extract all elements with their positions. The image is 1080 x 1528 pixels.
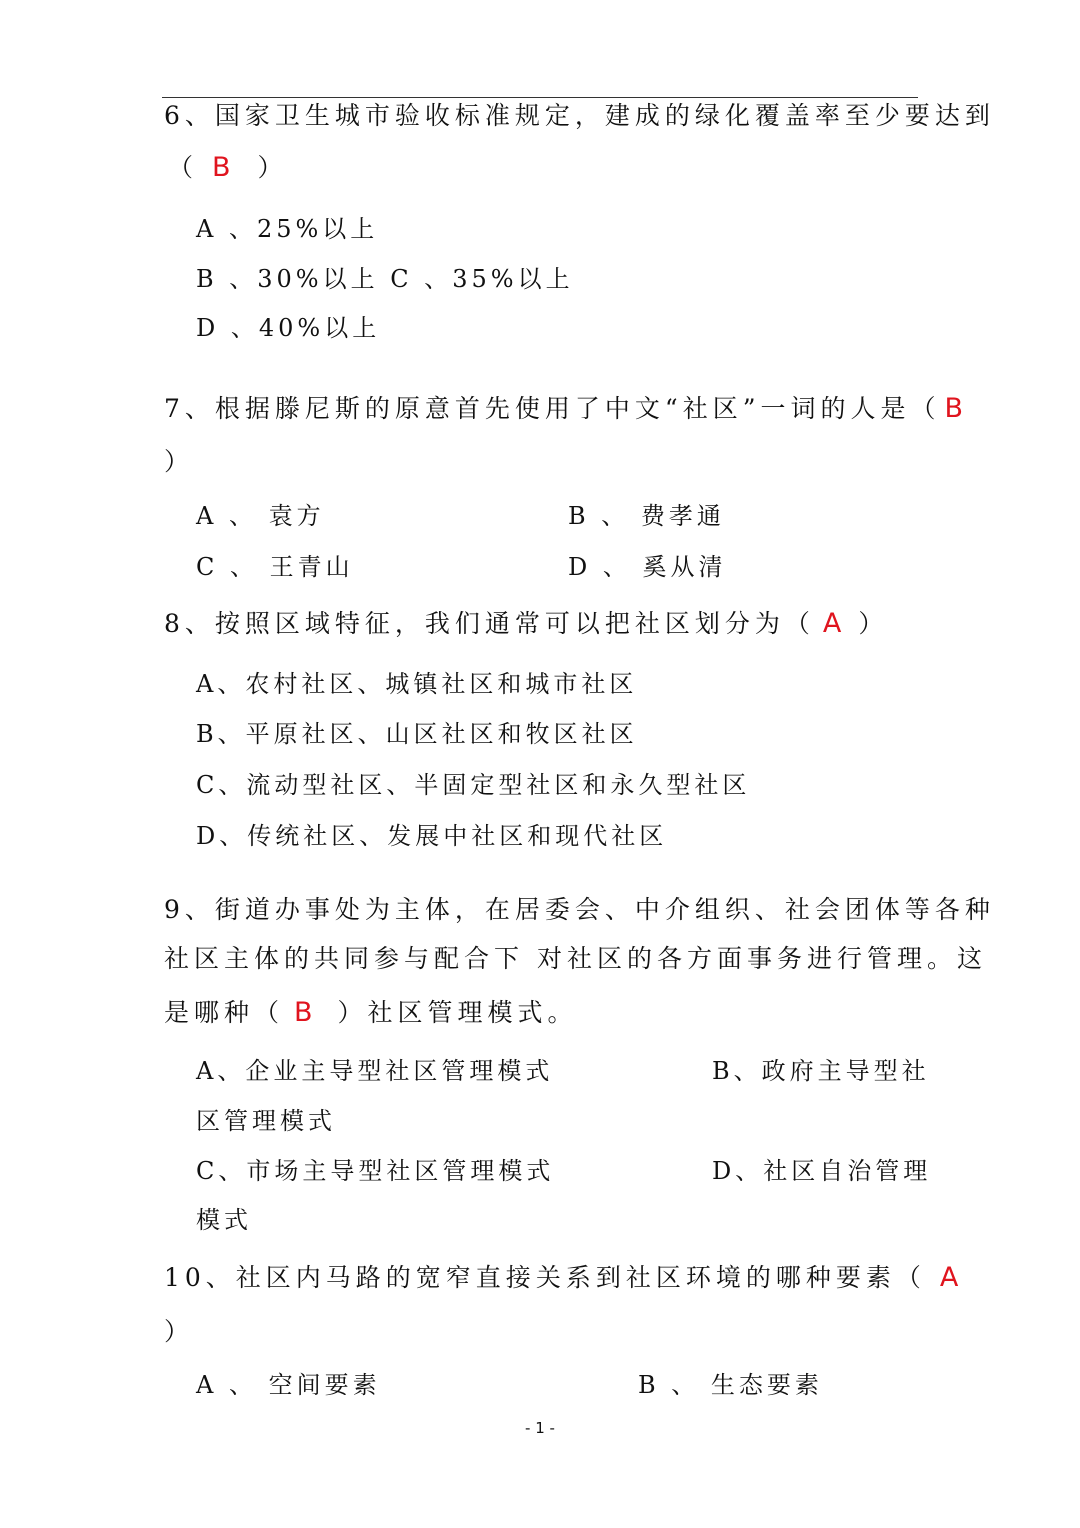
question-7-stem: 7、根据滕尼斯的原意首先使用了中文“社区”一词的人是（ <box>164 394 941 423</box>
question-7-answer: B <box>944 393 969 424</box>
paren-open: （ <box>168 153 199 182</box>
question-8-stem: 8、按照区域特征，我们通常可以把社区划分为（ <box>164 609 815 638</box>
question-9-option-b-cont: 区管理模式 <box>196 1107 336 1135</box>
page-number: - 1 - <box>525 1419 555 1437</box>
question-6-option-d: D 、40%以上 <box>196 314 381 342</box>
question-6-answer-line <box>168 153 288 183</box>
question-8-stem-line <box>164 609 888 639</box>
question-9-stem-pre: 是哪种（ <box>164 998 285 1027</box>
question-6-answer: B <box>212 152 236 183</box>
question-9-option-c: C、市场主导型社区管理模式 <box>196 1157 555 1185</box>
question-10-option-a: A 、 空间要素 <box>196 1371 381 1399</box>
question-10-option-b: B 、 生态要素 <box>638 1371 823 1399</box>
question-6-stem: 6、国家卫生城市验收标准规定，建成的绿化覆盖率至少要达到 <box>164 101 995 130</box>
question-10-stem-line <box>164 1263 963 1293</box>
question-9-stem-line-3 <box>164 998 578 1028</box>
question-7-option-b: B 、 费孝通 <box>568 502 725 530</box>
question-9-option-b: B、政府主导型社 <box>712 1057 930 1085</box>
question-8-option-c: C、流动型社区、半固定型社区和永久型社区 <box>196 771 751 799</box>
question-8-option-d: D、传统社区、发展中社区和现代社区 <box>196 822 668 850</box>
question-9-option-d: D、社区自治管理 <box>712 1157 932 1185</box>
question-10-answer: A <box>939 1262 964 1293</box>
question-9-stem-line-1: 9、街道办事处为主体，在居委会、中介组织、社会团体等各种 <box>164 895 995 924</box>
paren-close: ） <box>858 609 889 638</box>
question-7-stem-line <box>164 394 968 424</box>
question-7-close: ） <box>164 447 195 476</box>
question-10-close: ） <box>164 1317 195 1346</box>
question-8-answer: A <box>822 608 847 639</box>
question-6-option-a: A 、25%以上 <box>196 215 379 243</box>
question-9-stem-post: ）社区管理模式。 <box>337 998 578 1027</box>
question-6-option-b-c: B 、30%以上 C 、35%以上 <box>196 265 574 293</box>
question-9-option-d-cont: 模式 <box>196 1206 252 1234</box>
paren-close: ） <box>257 153 288 182</box>
question-8-option-b: B、平原社区、山区社区和牧区社区 <box>196 720 638 748</box>
question-9-option-a: A、企业主导型社区管理模式 <box>196 1057 554 1085</box>
question-8-option-a: A、农村社区、城镇社区和城市社区 <box>196 670 638 698</box>
question-9-answer: B <box>294 997 318 1028</box>
question-9-stem-line-2: 社区主体的共同参与配合下 对社区的各方面事务进行管理。这 <box>164 944 987 973</box>
question-7-option-d: D 、 奚从清 <box>568 553 727 581</box>
question-10-stem: 10、社区内马路的宽窄直接关系到社区环境的哪种要素（ <box>164 1263 926 1292</box>
header-rule <box>162 97 918 98</box>
question-7-option-c: C 、 王青山 <box>196 553 354 581</box>
question-7-option-a: A 、 袁方 <box>196 502 325 530</box>
